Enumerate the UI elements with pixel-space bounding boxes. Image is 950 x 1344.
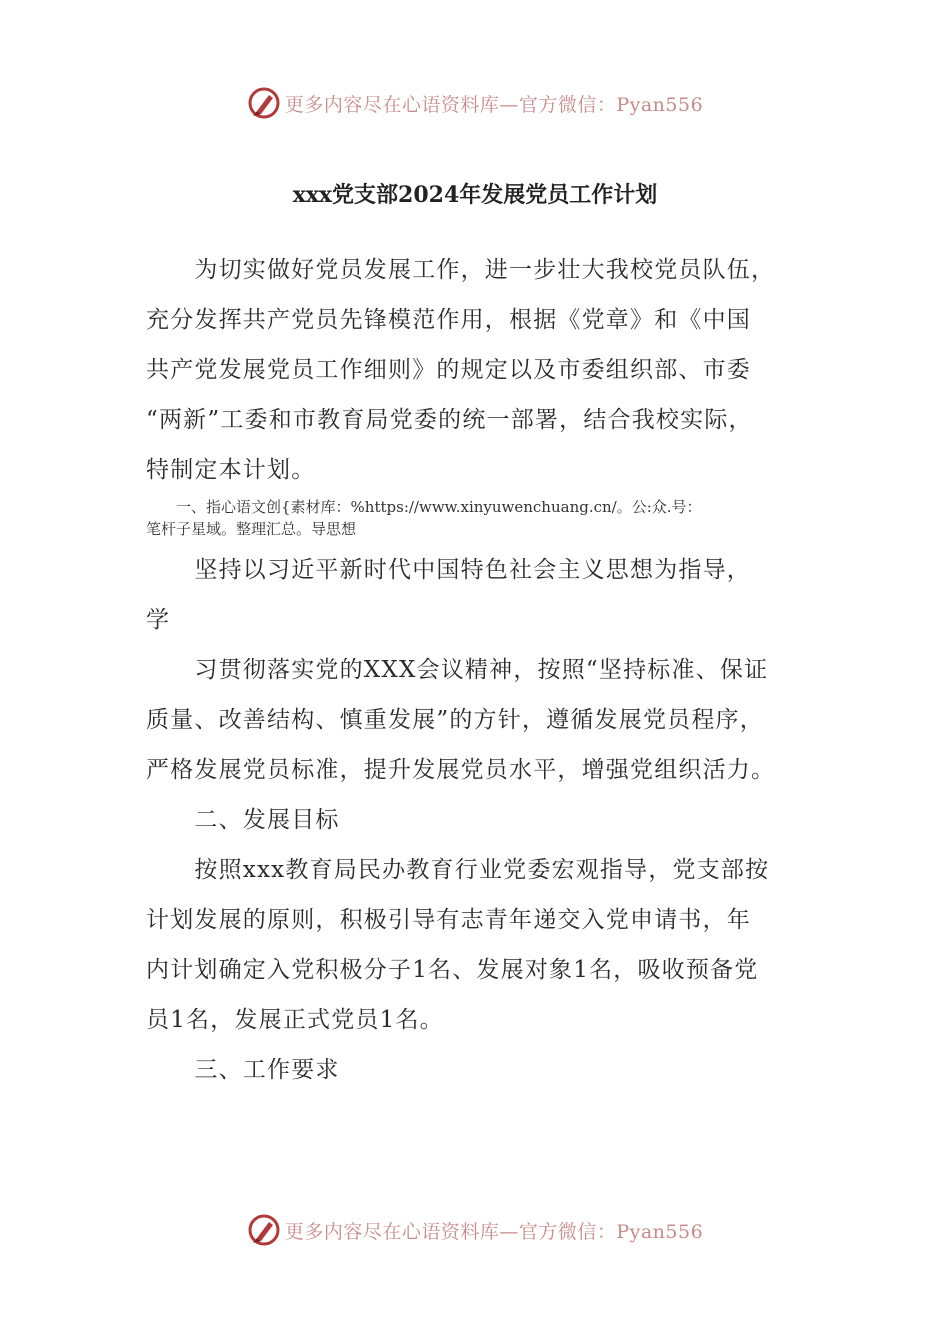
section-heading: 三、工作要求 [146,1057,340,1083]
banner-text: 更多内容尽在心语资料库—官方微信：Pyan556 [284,1220,704,1243]
text-line: “两新”工委和市教育局党委的统一部署，结合我校实际， [146,407,753,433]
header-banner [0,83,950,123]
text-line: 严格发展党员标准，提升发展党员水平，增强党组织活力。 [146,757,776,783]
text-line: 特制定本计划。 [146,457,316,483]
paragraph-guiding [146,545,826,645]
text-line: 一、指心语文创{素材库：%https://www.xinyuwenchuang.cn/。公:众.号： [146,498,702,516]
text-line: 笔杆子星域。整理汇总。导思想 [146,520,357,538]
text-line: 共产党发展党员工作细则》的规定以及市委组织部、市委 [146,357,751,383]
text-line: 习贯彻落实党的XXX会议精神，按照“坚持标准、保证 [146,657,769,683]
banner-text: 更多内容尽在心语资料库—官方微信：Pyan556 [284,93,704,116]
text-line: 员1名，发展正式党员1名。 [146,1007,444,1033]
section-heading: 二、发展目标 [146,807,340,833]
inserted-note [146,496,826,540]
text-line: 质量、改善结构、慎重发展”的方针，遵循发展党员程序， [146,707,764,733]
text-line: 充分发挥共产党员先锋模范作用，根据《党章》和《中国 [146,307,751,333]
paragraph-intro [146,245,826,495]
pen-nib-logo-icon [247,1213,281,1247]
footer-banner [0,1210,950,1250]
document-title: xxx党支部2024年发展党员工作计划 [292,182,658,208]
text-line: 内计划确定入党积极分子1名、发展对象1名，吸收预备党 [146,957,759,983]
text-line: 计划发展的原则，积极引导有志青年递交入党申请书，年 [146,907,751,933]
text-line: 为切实做好党员发展工作，进一步壮大我校党员队伍， [146,257,776,283]
text-line: 学 [146,607,171,633]
paragraph-body [146,645,826,1095]
text-line: 坚持以习近平新时代中国特色社会主义思想为指导， [146,557,751,583]
pen-nib-logo-icon [247,86,281,120]
text-line: 按照xxx教育局民办教育行业党委宏观指导，党支部按 [146,857,770,883]
